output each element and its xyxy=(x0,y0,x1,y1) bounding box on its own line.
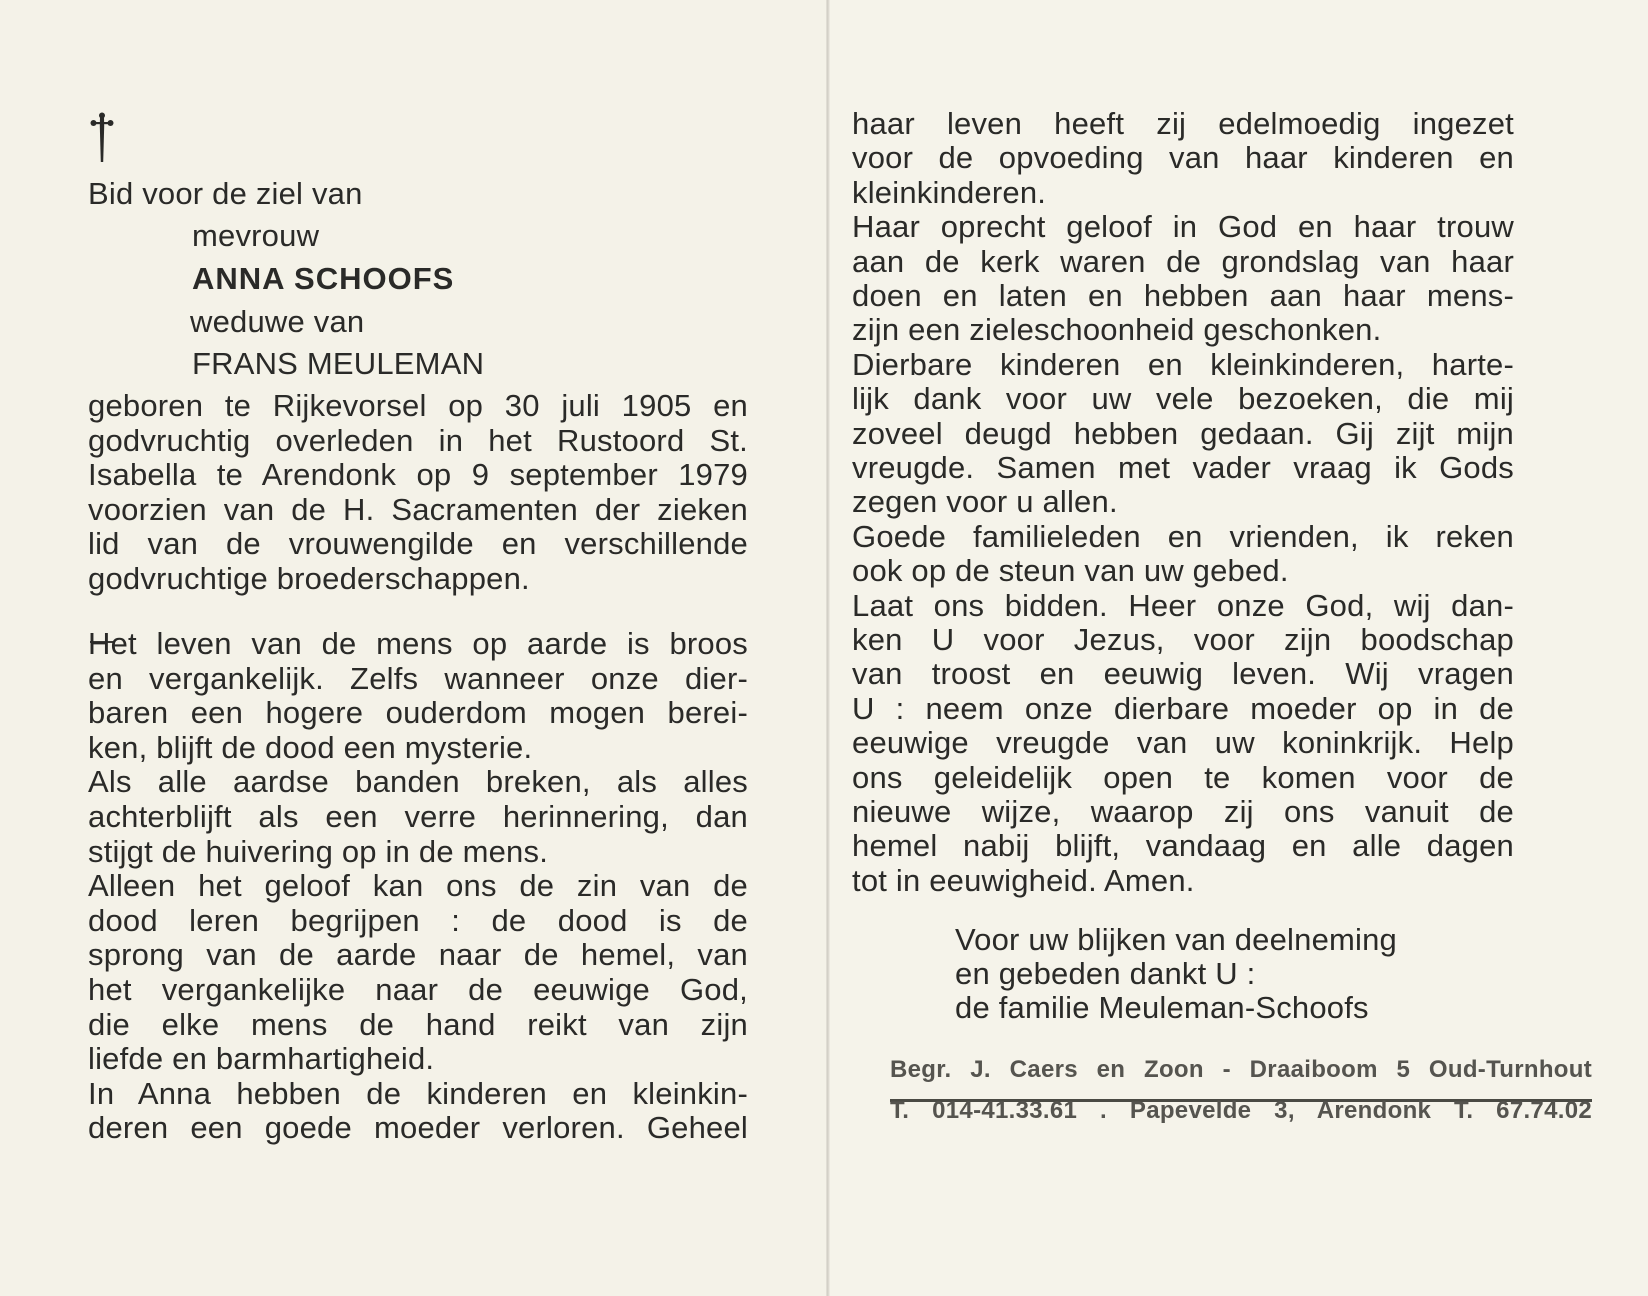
body-line: zijn een zieleschoonheid geschonken. xyxy=(852,312,1382,348)
biography-line: geboren te Rijkevorsel op 30 juli 1905 en xyxy=(88,388,748,423)
body-line: doen en laten en hebben aan haar mens- xyxy=(852,278,1514,313)
body-line: Het leven van de mens op aarde is broos xyxy=(88,626,748,661)
body-line: deren een goede moeder verloren. Geheel xyxy=(88,1110,748,1146)
body-line: tot in eeuwigheid. Amen. xyxy=(852,862,1195,898)
body-line: Laat ons bidden. Heer onze God, wij dan- xyxy=(852,587,1514,623)
deceased-name: ANNA SCHOOFS xyxy=(192,261,455,296)
body-line: achterblijft als een verre herinnering, dan xyxy=(88,799,748,834)
body-line: kleinkinderen. xyxy=(852,174,1047,210)
body-line: Als alle aardse banden breken, als alles xyxy=(88,764,748,800)
body-line: ook op de steun van uw gebed. xyxy=(852,553,1289,589)
body-line: vreugde. Samen met vader vraag ik Gods xyxy=(852,450,1514,485)
printer-line: Begr. J. Caers en Zoon - Draaiboom 5 Oud-Turnhout xyxy=(890,1056,1592,1083)
body-line: Alleen het geloof kan ons de zin van de xyxy=(88,868,748,904)
body-line: nieuwe wijze, waarop zij ons vanuit de xyxy=(852,794,1514,829)
thanks-line: en gebeden dankt U : xyxy=(955,956,1256,991)
body-line: lijk dank voor uw vele bezoeken, die mij xyxy=(852,381,1514,417)
dagger-cross-icon xyxy=(90,112,114,164)
body-line: ken U voor Jezus, voor zijn boodschap xyxy=(852,622,1514,657)
body-line: Dierbare kinderen en kleinkinderen, harte- xyxy=(852,346,1514,382)
biography-line: godvruchtig overleden in het Rustoord St. xyxy=(88,422,748,458)
biography-line: lid van de vrouwengilde en verschillende xyxy=(88,526,748,562)
body-line: haar leven heeft zij edelmoedig ingezet xyxy=(852,106,1514,141)
body-line: baren een hogere ouderdom mogen berei- xyxy=(88,695,748,731)
body-line: sprong van de aarde naar de hemel, van xyxy=(88,937,748,973)
body-line: Haar oprecht geloof in God en haar trouw xyxy=(852,209,1514,245)
body-line: zegen voor u allen. xyxy=(852,484,1118,520)
body-line: dood leren begrijpen : de dood is de xyxy=(88,902,748,938)
thanks-line: de familie Meuleman-Schoofs xyxy=(955,990,1369,1025)
body-line: Goede familieleden en vrienden, ik reken xyxy=(852,518,1514,554)
relation-text: weduwe van xyxy=(190,304,365,339)
body-line: aan de kerk waren de grondslag van haar xyxy=(852,243,1514,279)
thanks-line: Voor uw blijken van deelneming xyxy=(955,922,1397,957)
body-line: ken, blijft de dood een mysterie. xyxy=(88,729,533,765)
body-line: hemel nabij blijft, vandaag en alle dagen xyxy=(852,828,1514,864)
body-line: het vergankelijke naar de eeuwige God, xyxy=(88,972,748,1007)
body-line: ons geleidelijk open te komen voor de xyxy=(852,759,1514,795)
body-line: die elke mens de hand reikt van zijn xyxy=(88,1006,748,1042)
printer-line: T. 014-41.33.61 . Papevelde 3, Arendonk T. 67.74.02 xyxy=(890,1097,1592,1124)
body-line: liefde en barmhartigheid. xyxy=(88,1041,435,1077)
body-line: zoveel deugd hebben gedaan. Gij zijt mijn xyxy=(852,415,1514,451)
body-line: van troost en eeuwig leven. Wij vragen xyxy=(852,656,1514,692)
body-line: In Anna hebben de kinderen en kleinkin- xyxy=(88,1075,748,1111)
spouse-name: FRANS MEULEMAN xyxy=(192,346,485,381)
intro-text: Bid voor de ziel van xyxy=(88,176,363,211)
body-line: U : neem onze dierbare moeder op in de xyxy=(852,690,1514,726)
card-fold-line xyxy=(826,0,830,1296)
biography-line: Isabella te Arendonk op 9 september 1979 xyxy=(88,457,748,493)
body-line: en vergankelijk. Zelfs wanneer onze dier- xyxy=(88,660,748,696)
body-line: eeuwige vreugde van uw koninkrijk. Help xyxy=(852,725,1514,761)
body-line: stijgt de huivering op in de mens. xyxy=(88,833,549,869)
title-prefix: mevrouw xyxy=(192,218,320,253)
biography-line: godvruchtige broederschappen. xyxy=(88,561,530,596)
biography-line: voorzien van de H. Sacramenten der zieken xyxy=(88,491,748,527)
body-line: voor de opvoeding van haar kinderen en xyxy=(852,140,1514,176)
